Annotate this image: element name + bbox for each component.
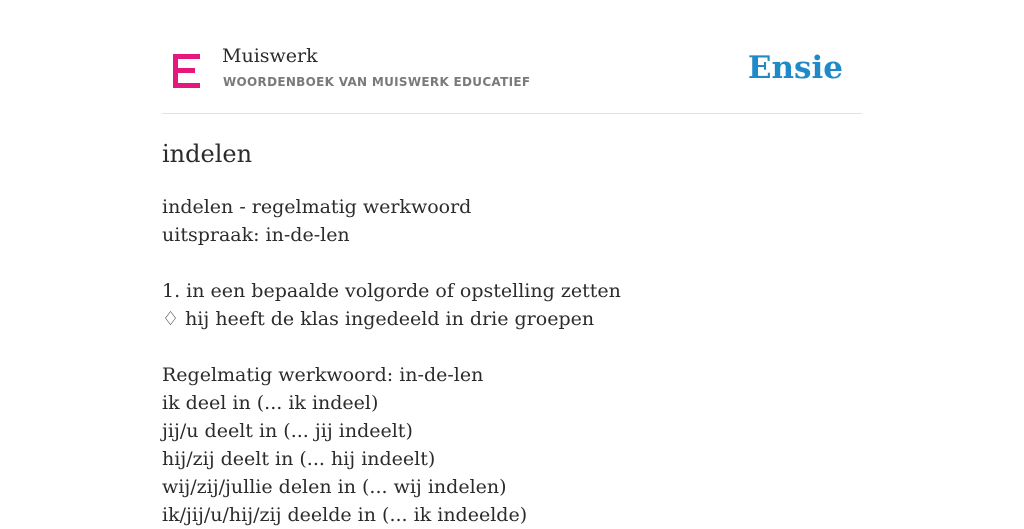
entry-line-conjugation: jij/u deelt in (... jij indeelt) (162, 420, 413, 442)
entry-line-blank (162, 333, 862, 361)
entry-line-word-class: indelen - regelmatig werkwoord (162, 196, 472, 218)
site-header (162, 0, 862, 114)
site-title-link[interactable]: Muiswerk (222, 45, 318, 67)
site-subtitle: WOORDENBOEK VAN MUISWERK EDUCATIEF (223, 75, 531, 89)
entry-line-blank (162, 249, 862, 277)
entry-line-conjugation: wij/zij/jullie delen in (... wij indelen) (162, 476, 507, 498)
ensie-brand-link[interactable]: Ensie (747, 50, 843, 86)
muiswerk-logo-icon[interactable] (173, 54, 200, 88)
entry-line-conjugation-heading: Regelmatig werkwoord: in-de-len (162, 364, 484, 386)
page-container (162, 0, 862, 529)
entry-line-pronunciation: uitspraak: in-de-len (162, 224, 350, 246)
entry-line-conjugation: ik/jij/u/hij/zij deelde in (... ik indeelde) (162, 504, 528, 526)
entry-line-sense-1: 1. in een bepaalde volgorde of opstelling zetten (162, 280, 621, 302)
logo-bar-bottom (173, 83, 200, 88)
entry-line-conjugation: ik deel in (... ik indeel) (162, 392, 379, 414)
page-title: indelen (162, 140, 253, 168)
entry-line-example: ♢ hij heeft de klas ingedeeld in drie groepen (162, 308, 595, 330)
logo-bar-middle (173, 68, 195, 73)
logo-bar-top (173, 54, 200, 59)
entry-definition (162, 193, 862, 529)
entry-line-conjugation: hij/zij deelt in (... hij indeelt) (162, 448, 436, 470)
